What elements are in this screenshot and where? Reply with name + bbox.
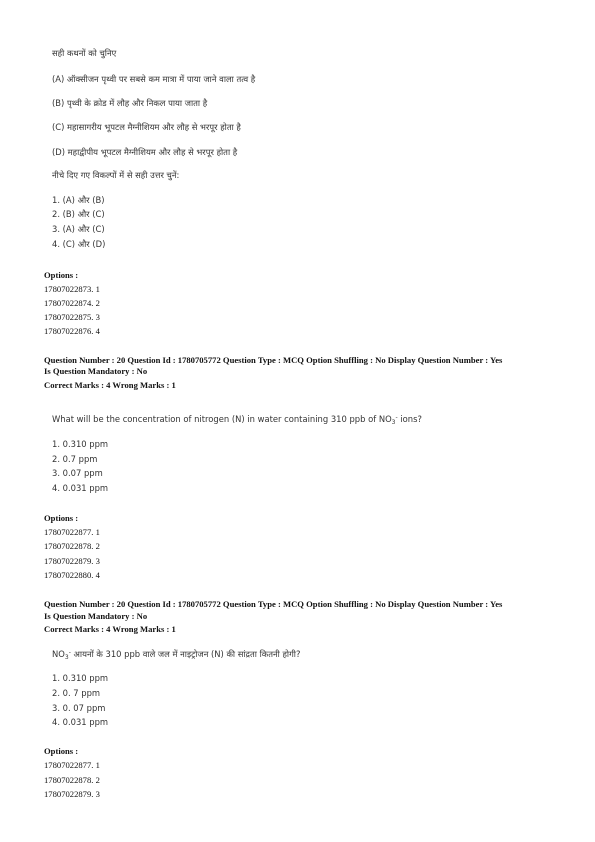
question-meta: Question Number : 20 Question Id : 1780705772 Question Type : MCQ Option Shuffling : No Display Question Number : Yes [44,599,503,609]
question-text: What will be the concentration of nitrogen (N) in water containing 310 ppb of $NO_3^-$ ions? [52,414,422,426]
option-id: 17807022879. 3 [44,789,100,799]
choice-1: 1. (A) और (B) [52,195,105,205]
choice-1: 1. 0.310 ppm [52,673,109,683]
question-instruction: नीचे दिए गए विकल्पों में से सही उत्तर चुनें: [52,170,180,180]
question-mandatory: Is Question Mandatory : No [44,366,148,376]
options-label: Options : [44,513,79,523]
option-id: 17807022878. 2 [44,775,100,785]
choice-2: 2. 0.7 ppm [52,454,98,464]
choice-4: 4. 0.031 ppm [52,717,109,727]
option-id: 17807022880. 4 [44,570,100,580]
question-stem: सही कथनों को चुनिए [52,48,117,58]
option-id: 17807022876. 4 [44,326,100,336]
question-meta: Question Number : 20 Question Id : 1780705772 Question Type : MCQ Option Shuffling : No Display Question Number : Yes [44,355,503,365]
choice-3: 3. 0. 07 ppm [52,703,106,713]
option-id: 17807022877. 1 [44,527,100,537]
statement-d: (D) महाद्वीपीय भूपटल मैग्नीशियम और लौह से भरपूर होता है [52,147,238,157]
option-id: 17807022877. 1 [44,760,100,770]
options-label: Options : [44,746,79,756]
question-mandatory: Is Question Mandatory : No [44,611,148,621]
question-text: $NO_3^-$ आयनों के 310 ppb वाले जल में नाइट्रोजन (N) की सांद्रता कितनी होगी? [52,649,301,661]
choice-2: 2. 0. 7 ppm [52,688,101,698]
options-label: Options : [44,270,79,280]
option-id: 17807022878. 2 [44,541,100,551]
question-marks: Correct Marks : 4 Wrong Marks : 1 [44,380,176,390]
choice-1: 1. 0.310 ppm [52,439,109,449]
option-id: 17807022874. 2 [44,298,100,308]
statement-c: (C) महासागरीय भूपटल मैग्नीशियम और लौह से भरपूर होता है [52,122,241,132]
choice-2: 2. (B) और (C) [52,209,105,219]
choice-4: 4. (C) और (D) [52,239,106,249]
statement-a: (A) ऑक्सीजन पृथ्वी पर सबसे कम मात्रा में पाया जाने वाला तत्व है [52,74,256,84]
choice-3: 3. (A) और (C) [52,224,105,234]
choice-3: 3. 0.07 ppm [52,468,103,478]
statement-b: (B) पृथ्वी के क्रोड में लौह और निकल पाया जाता है [52,98,208,108]
option-id: 17807022873. 1 [44,284,100,294]
option-id: 17807022875. 3 [44,312,100,322]
option-id: 17807022879. 3 [44,556,100,566]
question-marks: Correct Marks : 4 Wrong Marks : 1 [44,624,176,634]
choice-4: 4. 0.031 ppm [52,483,109,493]
